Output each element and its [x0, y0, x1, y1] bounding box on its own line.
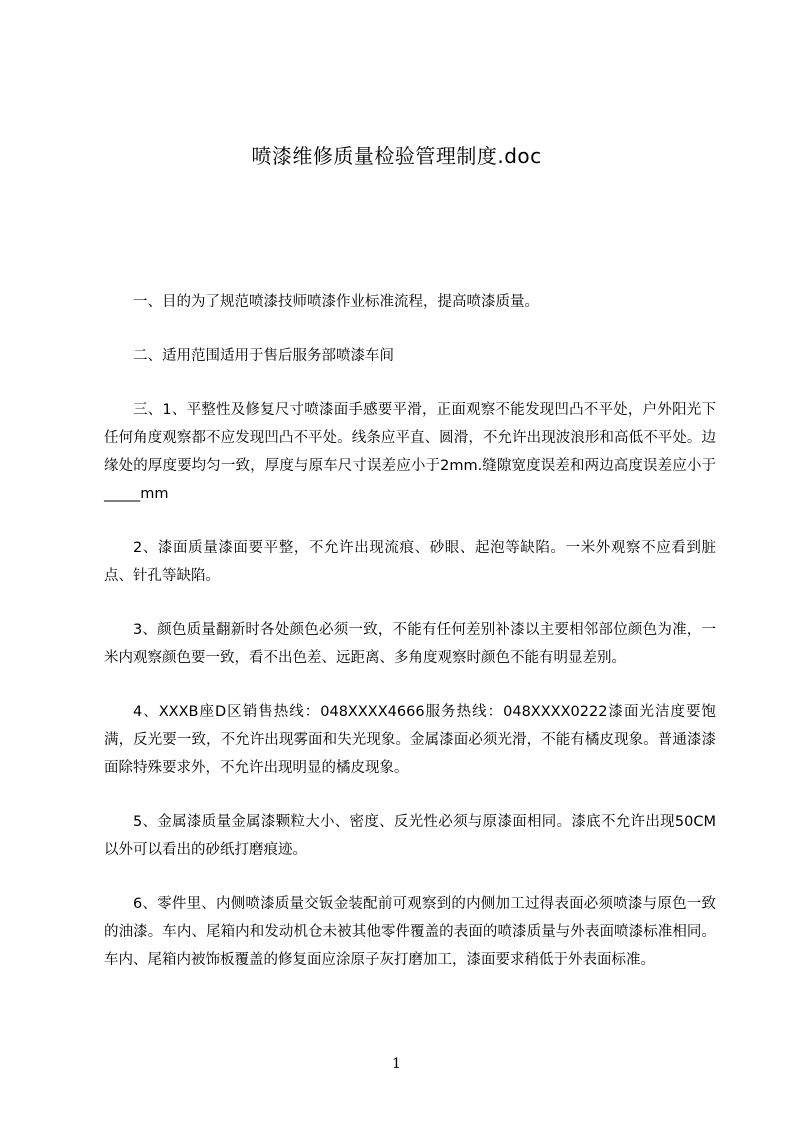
paragraph-inner-parts: 6、零件里、内侧喷漆质量交钣金装配前可观察到的内侧加工过得表面必须喷漆与原色一致的油漆。车内、尾箱内和发动机仓未被其他零件覆盖的表面的喷漆质量与外表面喷漆标准相同。车内、尾箱内被饰板覆盖的修复面应涂原子灰打磨加工，漆面要求稍低于外表面标准。 — [104, 896, 716, 968]
document-title: 喷漆维修质量检验管理制度.doc — [251, 144, 542, 168]
document-body — [104, 288, 716, 1000]
paragraph-gloss: 4、XXXB座D区销售热线：048XXXX4666服务热线：048XXXX0222漆面光洁度要饱满，反光要一致，不允许出现雾面和失光现象。金属漆面必须光滑，不能有橘皮现象。普通漆漆面除特殊要求外，不允许出现明显的橘皮现象。 — [104, 704, 716, 776]
paragraph-metallic-paint: 5、金属漆质量金属漆颗粒大小、密度、反光性必须与原漆面相同。漆底不允许出现50CM以外可以看出的砂纸打磨痕迹。 — [104, 814, 716, 858]
paragraph-scope: 二、适用范围适用于售后服务部喷漆车间 — [133, 348, 394, 364]
paragraph-color-quality: 3、颜色质量翻新时各处颜色必须一致，不能有任何差别补漆以主要相邻部位颜色为准，一米内观察颜色要一致，看不出色差、远距离、多角度观察时颜色不能有明显差别。 — [104, 622, 716, 666]
paragraph-paint-quality: 2、漆面质量漆面要平整，不允许出现流痕、砂眼、起泡等缺陷。一米外观察不应看到脏点、针孔等缺陷。 — [104, 540, 716, 584]
paragraph-flatness: 三、1、平整性及修复尺寸喷漆面手感要平滑，正面观察不能发现凹凸不平处，户外阳光下任何角度观察都不应发现凹凸不平处。线条应平直、圆滑，不允许出现波浪形和高低不平处。边缘处的厚度要均匀一致，厚度与原车尺寸误差应小于2mm.缝隙宽度误差和两边高度误差应小于_____mm — [104, 402, 716, 502]
paragraph-purpose: 一、目的为了规范喷漆技师喷漆作业标准流程，提高喷漆质量。 — [133, 294, 539, 310]
page-number: 1 — [392, 1056, 401, 1072]
